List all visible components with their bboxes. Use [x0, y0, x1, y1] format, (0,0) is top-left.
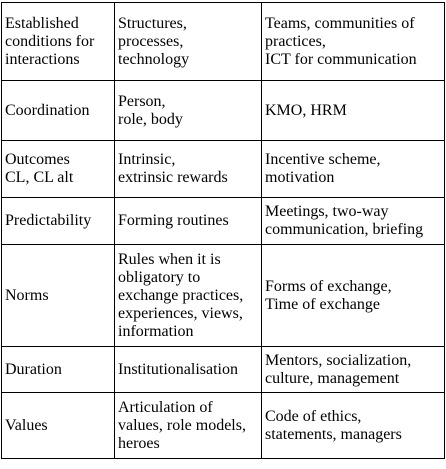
table-cell: Norms — [2, 245, 115, 347]
table-cell: Predictability — [2, 198, 115, 245]
interaction-conditions-table — [1, 2, 445, 459]
table-cell: Values — [2, 393, 115, 459]
table-cell: Duration — [2, 347, 115, 393]
table-row — [2, 141, 445, 198]
table-row — [2, 198, 445, 245]
table-cell: Teams, communities of practices, ICT for communication — [262, 3, 445, 81]
table-cell: Structures, processes, technology — [115, 3, 262, 81]
table-cell: Incentive scheme, motivation — [262, 141, 445, 198]
table-cell: Forming routines — [115, 198, 262, 245]
table-cell: Person, role, body — [115, 81, 262, 141]
table-row — [2, 3, 445, 81]
table-cell: Institutionalisation — [115, 347, 262, 393]
table-cell: Mentors, socialization, culture, management — [262, 347, 445, 393]
table-cell: Code of ethics, statements, managers — [262, 393, 445, 459]
table-cell: KMO, HRM — [262, 81, 445, 141]
table-cell: Intrinsic, extrinsic rewards — [115, 141, 262, 198]
table-cell: Outcomes CL, CL alt — [2, 141, 115, 198]
table-row — [2, 81, 445, 141]
table-row — [2, 347, 445, 393]
table-cell: Articulation of values, role models, heroes — [115, 393, 262, 459]
table-row — [2, 245, 445, 347]
table-row — [2, 393, 445, 459]
table-cell: Meetings, two-way communication, briefing — [262, 198, 445, 245]
table-cell: Coordination — [2, 81, 115, 141]
table-cell: Forms of exchange, Time of exchange — [262, 245, 445, 347]
table-cell: Established conditions for interactions — [2, 3, 115, 81]
table-cell: Rules when it is obligatory to exchange practices, experiences, views, information — [115, 245, 262, 347]
